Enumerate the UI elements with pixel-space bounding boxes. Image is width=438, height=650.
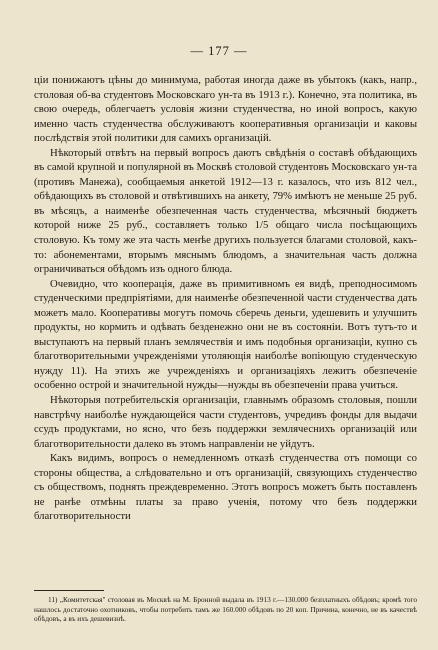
paragraph: Какъ видимъ, вопросъ о немедленномъ отказѣ студенчества отъ помощи со стороны общества, а слѣдовательно и отъ организацій, связующихъ студенчество съ обществомъ, поднять преждевременно. Этотъ вопросъ можетъ быть поставленъ не ранѣе отмѣны платы за право ученія, потому что безъ поддержки благотворительности — [34, 452, 417, 523]
body-text — [34, 73, 417, 524]
paragraph: ціи понижаютъ цѣны до минимума, работая иногда даже въ убытокъ (какъ, напр., столовая об-ва студентовъ Московскаго ун-та въ 1913 г.). Конечно, эта политика, въ свою очередь, облегчаетъ условія жизни студенчества, но иной вопросъ, какую именно часть студенчества обслуживаютъ кооперативныя организаціи и каковы послѣдствія этой политики для самихъ организацій. — [34, 74, 417, 145]
footnote — [34, 595, 417, 624]
paragraph: Очевидно, что кооперація, даже въ примитивномъ ея видѣ, преподносимомъ студенческими предпріятіями, для наименѣе обезпеченной части студенчества дать можетъ мало. Кооперативы могутъ помочь сберечь деньги, удешевить и улучшить продукты, но кормить и одѣвать безденежно они не въ состояніи. Вотъ тутъ-то и выступаютъ на первый планъ землячествія и имъ подобныя организаціи, купно съ благотворительными учрежденіями утоляющія наиболѣе вопіющую студенческую нужду 11). На этихъ же учрежденіяхъ и организаціяхъ лежитъ обезпеченіе особенно острой и значительной нужды—нужды въ обезпеченіи права учиться. — [34, 277, 417, 392]
footnote-text: 11) „Комитетская" столовая въ Москвѣ на М. Бронной выдала въ 1913 г.—130.000 безплатныхъ обѣдовъ; кромѣ того нашлось достаточно охотниковъ, чтобы потребить тамъ же 160.000 обѣдовъ по 20 коп. Причина, конечно, не въ качествѣ обѣдовъ, а въ ихъ дешевизнѣ. — [34, 595, 417, 624]
paragraph: Нѣкоторый отвѣтъ на первый вопросъ даютъ свѣдѣнія о составѣ обѣдающихъ въ самой крупной и популярной въ Москвѣ столовой студентовъ Московскаго ун-та (противъ Манежа), сообщаемыя анкетой 1912—13 г. казалось, что изъ 812 чел., обѣдающихъ въ столовой и отвѣтившихъ на анкету, 79% имѣютъ не меньше 25 руб. въ мѣсяцъ, а наименѣе обезпеченная часть студенчества, мѣсячный бюджетъ которой ниже 25 руб., составляетъ только 1/5 общаго числа посѣщающихъ столовую. Къ тому же эта часть менѣе другихъ пользуется благами столовой, какъ-то: абонементами, вторымъ мяснымъ блюдомъ, а значительная часть должна ограничиваться обѣдомъ изъ одного блюда. — [34, 146, 417, 276]
paragraph: Нѣкоторыя потребительскія организаціи, главнымъ образомъ столовыя, пошли навстрѣчу наиболѣе нуждающейся части студентовъ, учредивъ фонды для выдачи ссудъ продуктами, но ясно, что безъ поддержки землячеснихъ организацій или благотворительности далеко въ этомъ направленіи не уйдутъ. — [34, 394, 417, 450]
footnote-divider — [34, 590, 104, 591]
page-number-header: — 177 — — [190, 44, 248, 58]
